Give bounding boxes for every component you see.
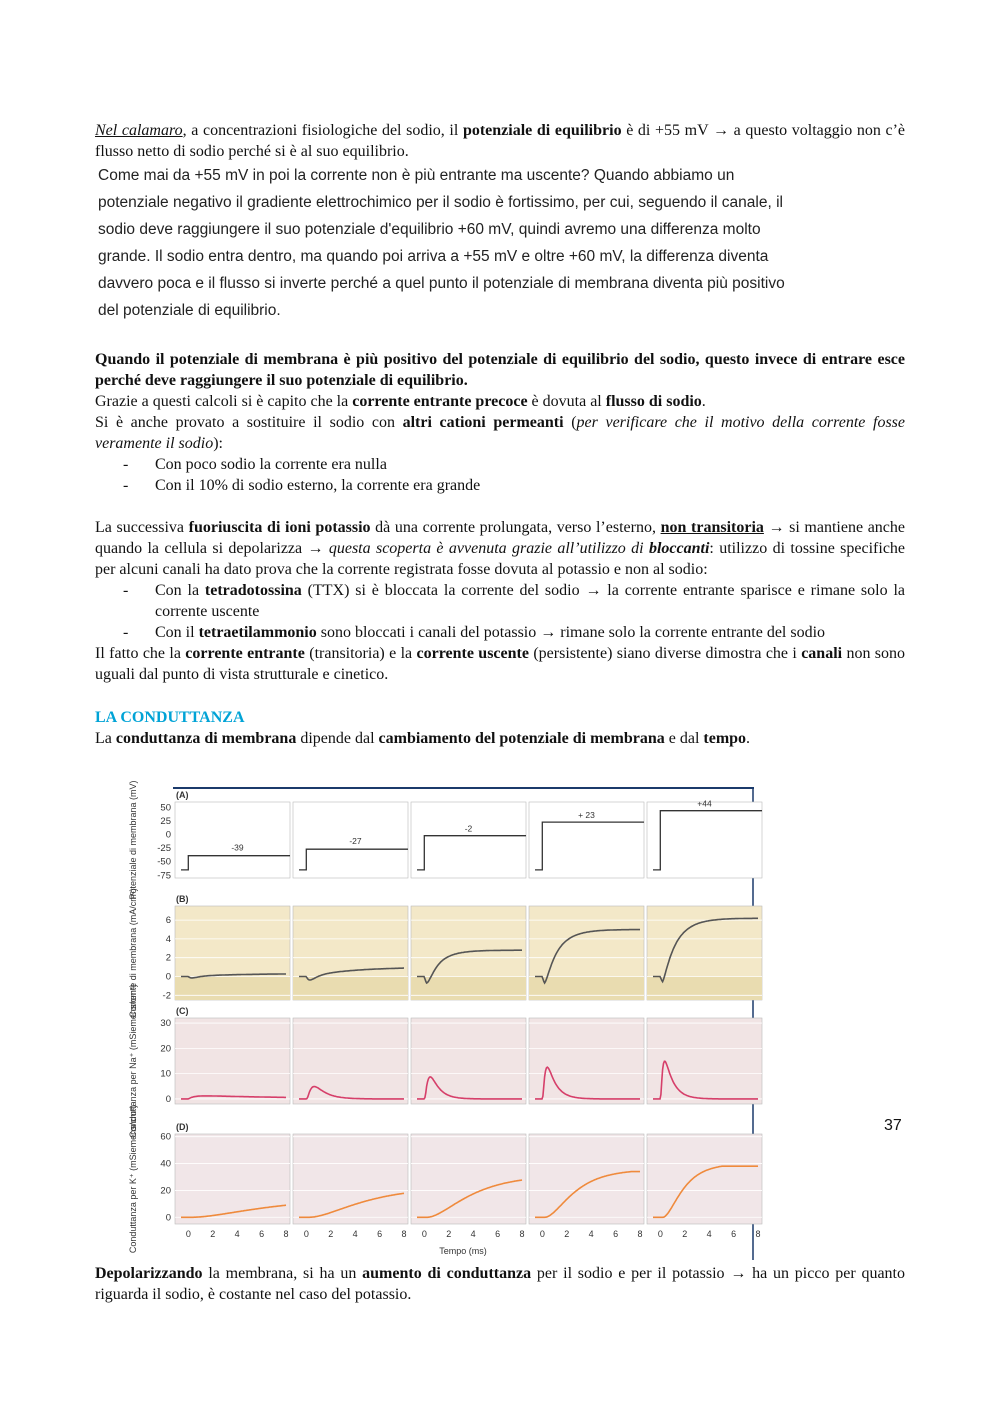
panel-background (411, 1134, 526, 1224)
panel-label: (B) (176, 894, 189, 904)
panel-background (411, 802, 526, 878)
list-item: - Con il 10% di sodio esterno, la corrente era grande (95, 475, 905, 496)
panel-lower-band (175, 977, 290, 1001)
closing-paragraph: Depolarizzando la membrana, si ha un aumento di conduttanza per il sodio e per il potassio → ha un picco per quanto riguarda il sodio, è costante nel caso del potassio. (95, 1265, 906, 1303)
paragraph-early-current: Grazie a questi calcoli si è capito che la corrente entrante precoce è dovuta al flusso di sodio. (95, 393, 706, 410)
x-tick-label: 0 (303, 1229, 309, 1239)
list-item: - Con poco sodio la corrente era nulla (95, 454, 905, 475)
panel-label: (A) (176, 790, 189, 800)
x-tick-label: 6 (495, 1229, 501, 1239)
list-sodium-tests (95, 454, 905, 496)
y-tick-label: 25 (160, 816, 171, 827)
paragraph-potassium: La successiva fuoriuscita di ioni potassio dà una corrente prolungata, verso l’esterno, non transitoria → si mantiene anche quando la cellula si depolarizza → questa scoperta è avvenuta grazie all’utilizzo di bloccanti: utilizzo di tossine specifiche per alcuni canali ha dato prova che la corrente registrata fosse dovuta al potassio e non al sodio: (95, 519, 906, 578)
y-tick-label: 10 (160, 1068, 171, 1080)
x-tick-label: 6 (377, 1229, 383, 1239)
x-tick-label: 8 (755, 1229, 761, 1239)
y-tick-label: -25 (157, 843, 171, 855)
x-tick-label: 2 (564, 1229, 570, 1239)
paragraph-equilibrium: Nel calamaro, a concentrazioni fisiologiche del sodio, il potenziale di equilibrio è di +55 mV → a questo voltaggio non c’è flusso netto di sodio perché si è al suo equilibrio. (95, 122, 906, 160)
y-tick-label: 20 (160, 1043, 171, 1055)
panel-background (647, 1134, 762, 1224)
section-heading: LA CONDUTTANZA (95, 709, 245, 726)
document-body (95, 120, 905, 749)
x-tick-label: 8 (401, 1229, 407, 1239)
paragraph-channels: Il fatto che la corrente entrante (transitoria) e la corrente uscente (persistente) siano diverse dimostra che i canali non sono uguali dal punto di vista strutturale e cinetico. (95, 645, 906, 683)
x-tick-label: 4 (706, 1229, 712, 1239)
x-tick-label: 4 (588, 1229, 594, 1239)
y-tick-label: 40 (160, 1158, 171, 1170)
y-axis-label: Conduttanza per Na⁺ (mSiemens/cm²) (128, 984, 138, 1138)
step-voltage-label: +44 (697, 798, 712, 809)
paragraph-conductance: La conduttanza di membrana dipende dal cambiamento del potenziale di membrana e dal tempo. (95, 730, 751, 747)
step-voltage-label: -27 (349, 836, 362, 847)
x-tick-label: 0 (185, 1229, 191, 1239)
y-tick-label: -2 (162, 990, 171, 1002)
x-tick-label: 8 (283, 1229, 289, 1239)
x-tick-label: 2 (328, 1229, 334, 1239)
y-axis-label: Corrente di membrana (mA/cm²) (128, 888, 138, 1018)
panel-background (175, 802, 290, 878)
page-number: 37 (884, 1117, 902, 1134)
x-tick-label: 4 (470, 1229, 476, 1239)
conductance-figure (118, 780, 761, 1260)
x-tick-label: 0 (539, 1229, 545, 1239)
inserted-note: Come mai da +55 mV in poi la corrente non è più entrante ma uscente? Quando abbiamo un potenziale negativo il gradiente elettrochimico per il sodio è fortissimo, per cui, seguendo il canale, il sodio deve raggiungere il suo potenziale d'equilibrio +60 mV, quindi avremo una differenza molto grande. Il sodio entra dentro, ma quando poi arriva a +55 mV e oltre +60 mV, la differenza diventa davvero poca e il flusso si inverte perché a quel punto il potenziale di membrana diventa più positivo del potenziale di equilibrio. (98, 167, 785, 319)
step-voltage-label: -39 (231, 842, 244, 853)
y-tick-label: 30 (160, 1018, 171, 1030)
panel-background (411, 1018, 526, 1104)
y-tick-label: 50 (160, 802, 171, 814)
y-axis-label: Conduttanza per K⁺ (mSiemens/cm²) (128, 1104, 138, 1254)
panel-label: (C) (176, 1006, 189, 1016)
y-tick-label: 0 (165, 971, 171, 983)
paragraph-bold-statement: Quando il potenziale di membrana è più positivo del potenziale di equilibrio del sodio, questo invece di entrare esce perché deve raggiungere il suo potenziale di equilibrio. (95, 351, 905, 389)
x-tick-label: 8 (519, 1229, 525, 1239)
y-axis-label: Potenziale di membrana (mV) (128, 780, 138, 900)
y-tick-label: 20 (160, 1185, 171, 1197)
y-tick-label: 0 (165, 829, 171, 841)
x-tick-label: 2 (682, 1229, 688, 1239)
panel-background (529, 1018, 644, 1104)
y-tick-label: -75 (157, 870, 171, 882)
panel-background (175, 1134, 290, 1224)
x-axis-label: Tempo (ms) (439, 1246, 487, 1256)
y-tick-label: 60 (160, 1131, 171, 1143)
y-tick-label: 0 (165, 1212, 171, 1224)
list-item: - Con il tetraetilammonio sono bloccati i canali del potassio → rimane solo la corrente entrante del sodio (95, 622, 905, 643)
x-tick-label: 0 (657, 1229, 663, 1239)
panel-background (647, 802, 762, 878)
panel-label: (D) (176, 1122, 189, 1132)
list-item: - Con la tetradotossina (TTX) si è bloccata la corrente del sodio → la corrente entrante sparisce e rimane solo la corrente uscente (95, 580, 905, 622)
y-tick-label: 4 (165, 933, 171, 945)
x-tick-label: 2 (446, 1229, 452, 1239)
x-tick-label: 2 (210, 1229, 216, 1239)
x-tick-label: 6 (731, 1229, 737, 1239)
panel-background (529, 1134, 644, 1224)
x-tick-label: 4 (234, 1229, 240, 1239)
y-tick-label: 2 (165, 952, 171, 964)
x-tick-label: 8 (637, 1229, 643, 1239)
panel-background (175, 1018, 290, 1104)
x-tick-label: 0 (421, 1229, 427, 1239)
x-tick-label: 4 (352, 1229, 358, 1239)
x-tick-label: 6 (613, 1229, 619, 1239)
y-tick-label: 0 (165, 1093, 171, 1105)
step-voltage-label: + 23 (578, 810, 595, 821)
step-voltage-label: -2 (464, 823, 473, 834)
x-tick-label: 6 (259, 1229, 265, 1239)
y-tick-label: 6 (165, 915, 171, 927)
paragraph-cations: Si è anche provato a sostituire il sodio con altri cationi permeanti (per verificare che il motivo della corrente fosse veramente il sodio): (95, 414, 906, 452)
y-tick-label: -50 (157, 856, 171, 868)
list-blockers (95, 580, 905, 643)
panel-background (293, 1134, 408, 1224)
panel-lower-band (647, 977, 762, 1001)
panel-lower-band (411, 977, 526, 1001)
